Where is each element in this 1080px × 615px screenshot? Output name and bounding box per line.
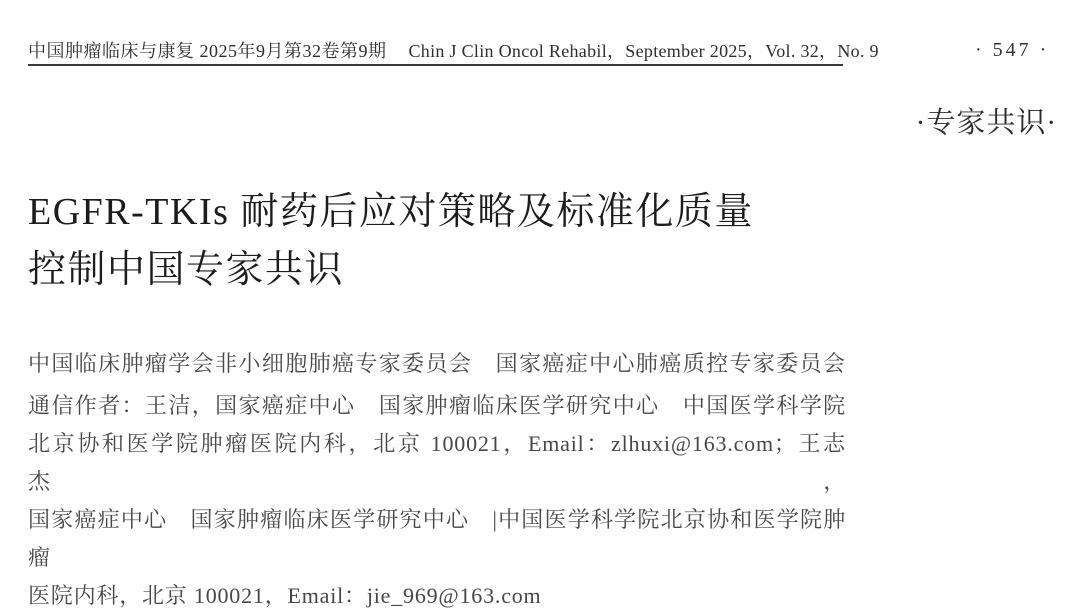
page-number: · 547 · [975,39,1050,61]
section-label: ·专家共识· [915,107,1057,139]
article-title-line-1: EGFR-TKIs 耐药后应对策略及标准化质量 [28,191,754,233]
journal-name-cn: 中国肿瘤临床与康复 2025年9月第32卷第9期 [28,41,387,61]
correspondence-line: 国家癌症中心 国家肿瘤临床医学研究中心 |中国医学科学院北京协和医学院肿瘤 [28,507,846,570]
article-title [28,183,858,299]
correspondence-line: 通信作者：王洁，国家癌症中心 国家肿瘤临床医学研究中心 中国医学科学院 [28,393,846,418]
article-title-line-2: 控制中国专家共识 [28,249,345,291]
committee-byline: 中国临床肿瘤学会非小细胞肺癌专家委员会 国家癌症中心肺癌质控专家委员会 [28,351,846,376]
journal-running-head [28,37,879,63]
correspondence-line: 医院内科，北京 100021，Email：jie_969@163.com [28,583,542,608]
correspondence-line: 北京协和医学院肿瘤医院内科，北京 100021，Email：zlhuxi@163.com；王志杰， [28,431,846,494]
correspondence-block [28,387,846,615]
journal-name-en: Chin J Clin Oncol Rehabil，September 2025，Vol. 32，No. 9 [408,41,879,61]
header-rule [28,64,843,66]
